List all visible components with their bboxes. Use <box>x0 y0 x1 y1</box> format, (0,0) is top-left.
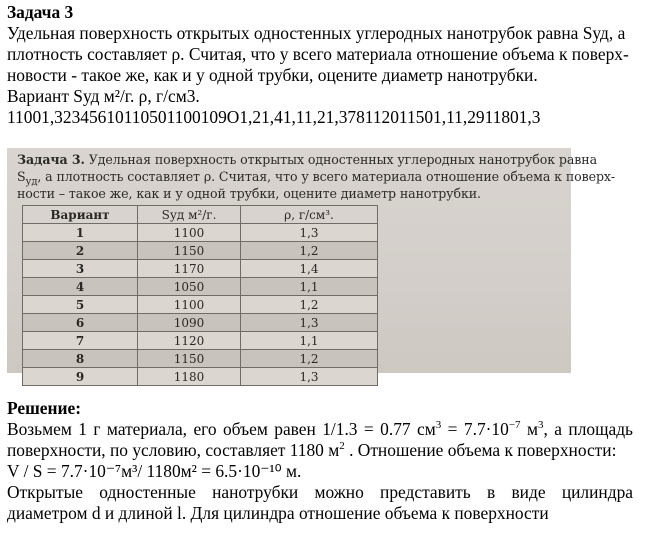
table-row: 5 1100 1,2 <box>23 296 378 314</box>
variant-line: Вариант Sуд м²/г. ρ, г/см3. <box>7 86 200 106</box>
solution-heading: Решение: <box>7 398 82 418</box>
header-rho: ρ, г/см³. <box>241 206 378 224</box>
table-row: 9 1180 1,3 <box>23 368 378 386</box>
task-block <box>7 0 659 128</box>
table-row: 7 1120 1,1 <box>23 332 378 350</box>
table-row: 2 1150 1,2 <box>23 242 378 260</box>
table-row: 3 1170 1,4 <box>23 260 378 278</box>
task-photo <box>7 148 616 384</box>
table-row: 8 1150 1,2 <box>23 350 378 368</box>
table-row: 4 1050 1,1 <box>23 278 378 296</box>
table-header-row <box>23 206 378 224</box>
table-row: 6 1090 1,3 <box>23 314 378 332</box>
data-string: 11001,32345610110501100109О1,21,41,11,21,378112011501,11,2911801,3 <box>7 107 541 127</box>
table-row: 1 1100 1,3 <box>23 224 378 242</box>
task-title: Задача 3 <box>7 2 74 22</box>
task-paragraph: Удельная поверхность открытых одностенных углеродных нанотрубок равна Sуд, а плотность составляет ρ. Считая, что у всего материала отношение объема к поверх-новости - такое же, как и у одной трубки, оцените диаметр нанотрубки. <box>7 23 629 85</box>
photo-line-1 <box>17 152 597 167</box>
solution-paragraph-1: Возьмем 1 г материала, его объем равен 1/1.3 = 0.77 $см^3 = 7.7\cdot 10^{-7}$ $м^3$, а площадь поверхности, по условию, составляет 1180 $м^2$ . Отношение объема к поверхности: <box>7 419 633 460</box>
photo-line-3: ности – такое же, как и у одной трубки, оцените диаметр нанотрубки. <box>17 186 481 201</box>
solution-formula: V / S = 7.7·10⁻⁷м³/ 1180м² = 6.5·10⁻¹⁰ м. <box>7 461 302 481</box>
solution-paragraph-2: Открытые одностенные нанотрубки можно представить в виде цилиндра диаметром d и длиной l. Для цилиндра отношение объема к поверхности <box>7 482 633 523</box>
photo-line-2: $S_{уд}$, а плотность составляет ρ. Считая, что у всего материала отношение объема к поверх- <box>17 169 616 188</box>
photo-title: Задача 3. <box>17 152 85 167</box>
variants-table <box>22 205 378 386</box>
solution-block <box>7 398 633 524</box>
header-sud: Sуд м²/г. <box>138 206 241 224</box>
header-variant: Вариант <box>23 206 138 224</box>
photo-line-1-text: Удельная поверхность открытых одностенных углеродных нанотрубок равна <box>88 152 597 167</box>
